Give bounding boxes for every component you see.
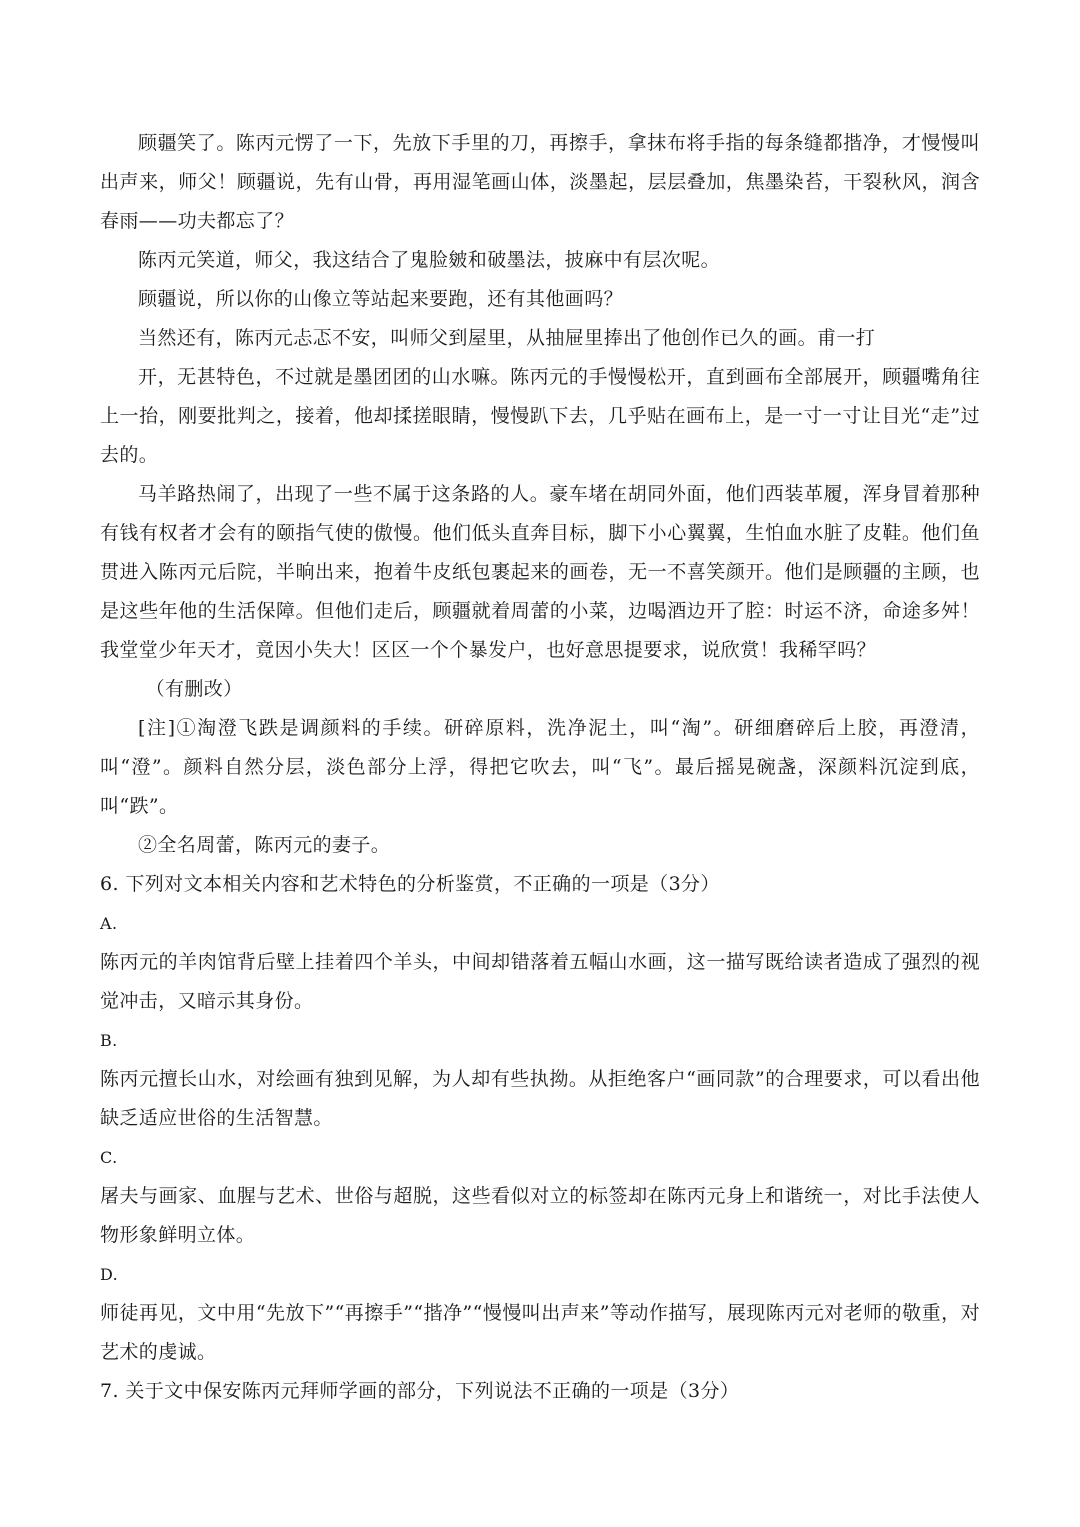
option-letter: A.: [100, 914, 118, 933]
answer-option-c: [100, 1138, 980, 1255]
source-note: （有删改）: [145, 678, 243, 700]
passage-paragraph: 马羊路热闹了，出现了一些不属于这条路的人。豪车堵在胡同外面，他们西装革履，浑身冒着那种有钱有权者才会有的颐指气使的傲慢。他们低头直奔目标，脚下小心翼翼，生怕血水脏了皮鞋。他们鱼贯进入陈丙元后院，半晌出来，抱着牛皮纸包裹起来的画卷，无一不喜笑颜开。他们是顾疆的主顾，也是这些年他的生活保障。但他们走后，顾疆就着周蕾的小菜，边喝酒边开了腔：时运不济，命途多舛！我堂堂少年天才，竟因小失大！区区一个个暴发户，也好意思提要求，说欣赏！我稀罕吗？: [100, 483, 980, 661]
option-letter: C.: [100, 1148, 118, 1167]
passage-paragraph: 当然还有，陈丙元忐忑不安，叫师父到屋里，从抽屉里捧出了他创作已久的画。甫一打: [138, 327, 876, 349]
answer-option-a: [100, 904, 980, 1021]
question-stem: 6. 下列对文本相关内容和艺术特色的分析鉴赏，不正确的一项是（3分）: [100, 873, 720, 895]
option-letter: D.: [100, 1265, 119, 1284]
option-text: 陈丙元擅长山水，对绘画有独到见解，为人却有些执拗。从拒绝客户“画同款”的合理要求，可以看出他缺乏适应世俗的生活智慧。: [100, 1068, 980, 1129]
passage-paragraph: 顾疆笑了。陈丙元愣了一下，先放下手里的刀，再擦手，拿抹布将手指的每条缝都揩净，才慢慢叫出声来，师父！顾疆说，先有山骨，再用湿笔画山体，淡墨起，层层叠加，焦墨染苔，干裂秋风，润含春雨——功夫都忘了？: [100, 132, 980, 232]
passage-paragraph: 开，无甚特色，不过就是墨团团的山水嘛。陈丙元的手慢慢松开，直到画布全部展开，顾疆嘴角往上一抬，刚要批判之，接着，他却揉搓眼睛，慢慢趴下去，几乎贴在画布上，是一寸一寸让目光“走”过去的。: [100, 366, 980, 466]
annotation-note: ②全名周蕾，陈丙元的妻子。: [138, 834, 391, 856]
answer-option-b: [100, 1021, 980, 1138]
annotation-note: [注]①淘澄飞跌是调颜料的手续。研碎原料，洗净泥土，叫“淘”。研细磨碎后上胶，再澄清，叫“澄”。颜料自然分层，淡色部分上浮，得把它吹去，叫“飞”。最后摇晃碗盏，深颜料沉淀到底，叫“跌”。: [100, 717, 980, 817]
option-text: 屠夫与画家、血腥与艺术、世俗与超脱，这些看似对立的标签却在陈丙元身上和谐统一，对比手法使人物形象鲜明立体。: [100, 1185, 980, 1246]
passage-paragraph: 陈丙元笑道，师父，我这结合了鬼脸皴和破墨法，披麻中有层次呢。: [138, 249, 721, 271]
answer-option-d: [100, 1255, 980, 1372]
option-text: 师徒再见，文中用“先放下”“再擦手”“揩净”“慢慢叫出声来”等动作描写，展现陈丙元对老师的敬重，对艺术的虔诚。: [100, 1302, 980, 1363]
option-letter: B.: [100, 1031, 118, 1050]
option-text: 陈丙元的羊肉馆背后壁上挂着四个羊头，中间却错落着五幅山水画，这一描写既给读者造成了强烈的视觉冲击，又暗示其身份。: [100, 951, 980, 1012]
question-stem: 7. 关于文中保安陈丙元拜师学画的部分，下列说法不正确的一项是（3分）: [100, 1380, 740, 1402]
passage-paragraph: 顾疆说，所以你的山像立等站起来要跑，还有其他画吗？: [138, 288, 624, 310]
